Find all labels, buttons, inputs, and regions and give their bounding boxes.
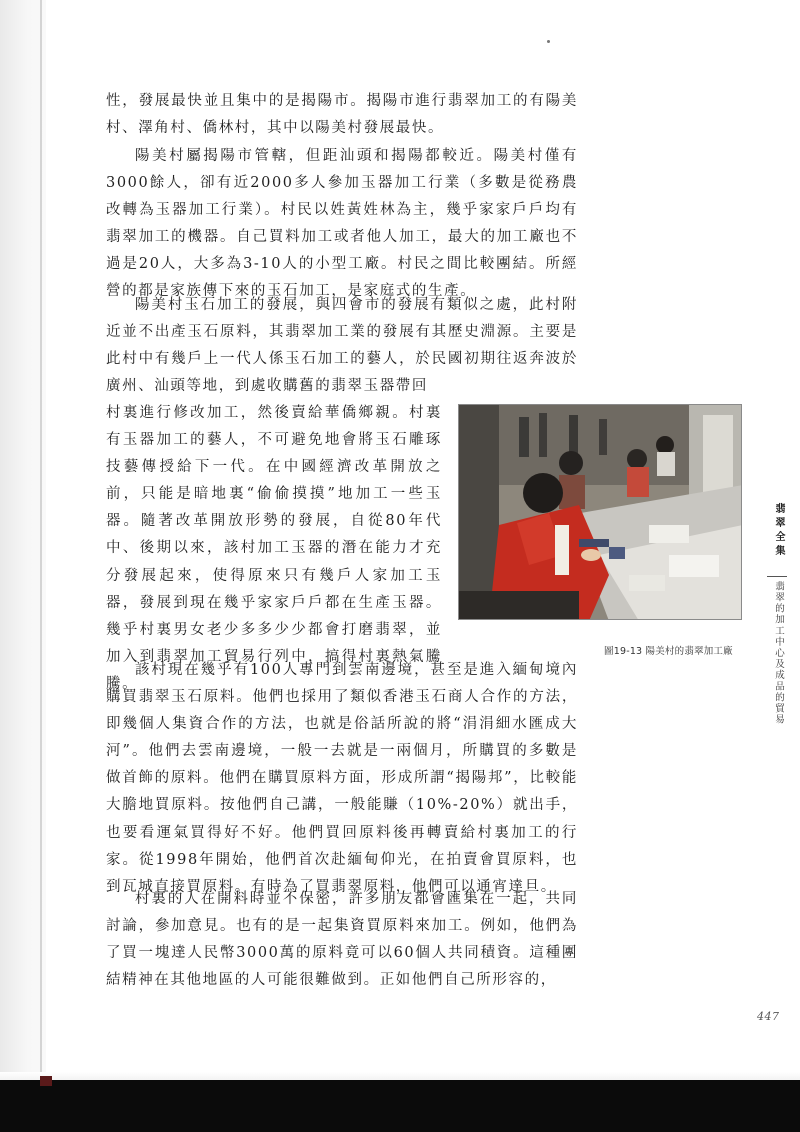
paragraph-4: 該村現在幾乎有100人專門到雲南邊境，甚至是進入緬甸境內購買翡翠玉石原料。他們也採用了類似香港玉石商人合作的方法，即幾個人集資合作的方法，也就是俗話所說的將“涓涓細水匯成大河”。他們去雲南邊境，一般一去就是一兩個月，所購買的多數是做首飾的原料。他們在購買原料方面，形成所謂“揭陽邦”，比較能大膽地買原料。按他們自己講，一般能賺（10%-20%）就出手，也要看運氣買得好不好。他們買回原料後再轉賣給村裏加工的行家。從1998年開始，他們首次赴緬甸仰光，在拍賣會買原料，也到瓦城直接買原料。有時為了買翡翠原料，他們可以通宵達旦。 [106,662,578,895]
book-title-vertical: 翡翠全集 [773,503,784,559]
sidebar-divider [767,576,787,577]
paragraph-2: 陽美村屬揭陽市管轄，但距汕頭和揭陽都較近。陽美村僅有3000餘人，卻有近2000多人參加玉器加工行業（多數是從務農改轉為玉器加工行業）。村民以姓黃姓林為主，幾乎家家戶戶均有翡翠加工的機器。自己買料加工或者他人加工，最大的加工廠也不過是20人，大多為3-10人的小型工廠。村民之間比較團結。所經營的都是家族傳下來的玉石加工，是家庭式的生產。 [106,148,578,300]
scan-speck [547,40,550,43]
figure-caption: 圖19-13 陽美村的翡翠加工廠 [604,646,733,657]
binding-edge [40,0,42,1088]
scan-bottom-border [0,1080,800,1132]
page-number: 447 [757,1010,780,1023]
workshop-photo-image [459,405,742,620]
paragraph-1: 性，發展最快並且集中的是揭陽市。揭陽市進行翡翠加工的有陽美村、澤角村、僑林村，其中以陽美村發展最快。 [106,93,578,137]
paragraph-3-continued: 村裏進行修改加工，然後賣給華僑鄉親。村裏有玉器加工的藝人，不可避免地會將玉石雕琢技藝傳授給下一代。在中國經濟改革開放之前，只能是暗地裏“偷偷摸摸”地加工一些玉器。隨著改革開放形勢的發展，自從80年代中、後期以來，該村加工玉器的潛在能力才充分發展起來，使得原來只有幾戶人家加工玉器，發展到現在幾乎家家戶戶都在生產玉器。幾乎村裏男女老少多多少少都會打磨翡翠，並加入到翡翠加工貿易行列中，搞得村裏熱氣騰騰。 [106,405,442,692]
workshop-photo [458,404,742,620]
paragraph-5: 村裏的人在開料時並不保密，許多朋友都會匯集在一起，共同討論，參加意見。也有的是一起集資買原料來加工。例如，他們為了買一塊達人民幣3000萬的原料竟可以60個人共同積資。這種團結精神在其他地區的人可能很難做到。正如他們自己所形容的， [106,891,578,989]
paragraph-3: 陽美村玉石加工的發展，與四會市的發展有類似之處，此村附近並不出產玉石原料，其翡翠加工業的發展有其歷史淵源。主要是此村中有幾戶上一代人係玉石加工的藝人，於民國初期往返奔波於廣州、汕頭等地，到處收購舊的翡翠玉器帶回 [106,297,578,395]
chapter-title-vertical: 翡翠的加工中心及成品的貿易 [773,581,784,726]
book-cover-edge [40,1076,52,1086]
